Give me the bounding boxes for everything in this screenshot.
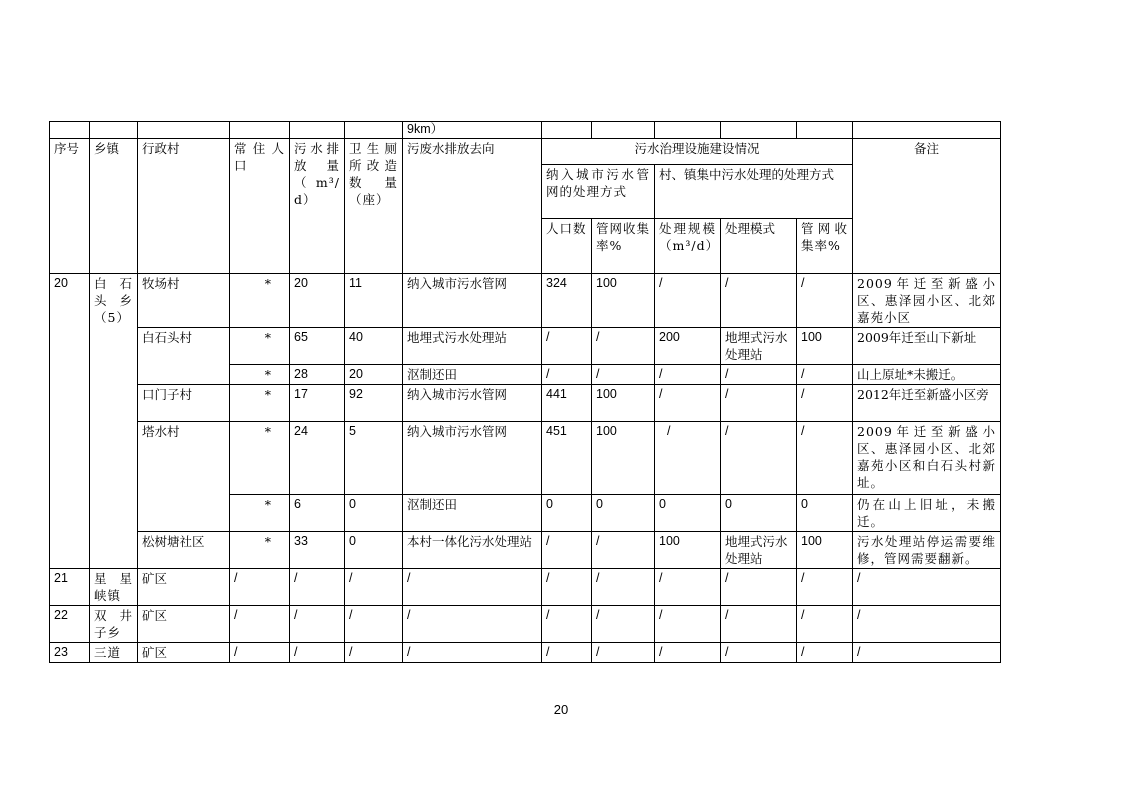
- mode-cell: /: [721, 385, 797, 422]
- mode-cell: /: [721, 643, 797, 663]
- remark-cell: /: [853, 643, 1001, 663]
- toilet-cell: /: [345, 643, 403, 663]
- scale-cell: /: [655, 365, 721, 385]
- direction-cell: /: [403, 569, 542, 606]
- toilet-cell: /: [345, 569, 403, 606]
- remark-cell: 2012年迁至新盛小区旁: [853, 385, 1001, 422]
- sewage-cell: 33: [290, 532, 345, 569]
- pop-cell: *: [230, 495, 290, 532]
- toilet-cell: 11: [345, 274, 403, 328]
- cont-cell: 9km）: [403, 122, 542, 139]
- sewage-cell: 6: [290, 495, 345, 532]
- scale-cell: /: [655, 385, 721, 422]
- pop-cell: *: [230, 422, 290, 495]
- table-row: [50, 569, 1001, 606]
- people-cell: 0: [542, 495, 592, 532]
- people-cell: /: [542, 328, 592, 365]
- people-cell: /: [542, 532, 592, 569]
- scale-cell: /: [655, 274, 721, 328]
- toilet-cell: /: [345, 606, 403, 643]
- pop-cell: /: [230, 606, 290, 643]
- remark-cell: 2009年迁至新盛小区、惠泽园小区、北郊嘉苑小区和白石头村新址。: [853, 422, 1001, 495]
- mode-cell: /: [721, 365, 797, 385]
- people-cell: 451: [542, 422, 592, 495]
- page-number: 20: [553, 702, 569, 717]
- seq-cell: 21: [50, 569, 90, 606]
- header-collect-rate: 管网收集率%: [592, 219, 655, 274]
- direction-cell: 沤制还田: [403, 365, 542, 385]
- header-scale: 处理规模（m³/d）: [655, 219, 721, 274]
- mode-cell: /: [721, 569, 797, 606]
- village-cell: 口门子村: [138, 385, 230, 422]
- mode-cell: 地埋式污水处理站: [721, 532, 797, 569]
- rate2-cell: /: [797, 274, 853, 328]
- rate-cell: /: [592, 328, 655, 365]
- sewage-cell: /: [290, 643, 345, 663]
- remark-cell: 仍在山上旧址，未搬迁。: [853, 495, 1001, 532]
- pop-cell: *: [230, 385, 290, 422]
- toilet-cell: 40: [345, 328, 403, 365]
- header-row-1: [50, 139, 1001, 165]
- toilet-cell: 92: [345, 385, 403, 422]
- rate2-cell: 0: [797, 495, 853, 532]
- people-cell: 441: [542, 385, 592, 422]
- table-row: [50, 385, 1001, 422]
- direction-cell: /: [403, 643, 542, 663]
- header-people: 人口数: [542, 219, 592, 274]
- toilet-cell: 0: [345, 495, 403, 532]
- people-cell: /: [542, 569, 592, 606]
- pop-cell: /: [230, 569, 290, 606]
- town-cell: 三道: [90, 643, 138, 663]
- rate-cell: 0: [592, 495, 655, 532]
- table-row: [50, 606, 1001, 643]
- village-cell: 塔水村: [138, 422, 230, 532]
- sewage-cell: 65: [290, 328, 345, 365]
- table-row: [50, 422, 1001, 495]
- pop-cell: /: [230, 643, 290, 663]
- rate-cell: /: [592, 606, 655, 643]
- header-collect-rate-2: 管网收集率%: [797, 219, 853, 274]
- rate2-cell: /: [797, 569, 853, 606]
- sewage-cell: /: [290, 569, 345, 606]
- people-cell: /: [542, 643, 592, 663]
- seq-cell: 20: [50, 274, 90, 569]
- table-row: [50, 532, 1001, 569]
- sewage-treatment-table: [49, 121, 1001, 663]
- scale-cell: 200: [655, 328, 721, 365]
- rate2-cell: /: [797, 422, 853, 495]
- direction-cell: 沤制还田: [403, 495, 542, 532]
- village-cell: 矿区: [138, 606, 230, 643]
- rate-cell: /: [592, 532, 655, 569]
- rate2-cell: 100: [797, 328, 853, 365]
- header-toilet: 卫生厕所改造数量（座）: [345, 139, 403, 274]
- table-row: [50, 328, 1001, 365]
- header-town: 乡镇: [90, 139, 138, 274]
- scale-cell: /: [655, 643, 721, 663]
- village-cell: 矿区: [138, 569, 230, 606]
- toilet-cell: 20: [345, 365, 403, 385]
- mode-cell: /: [721, 274, 797, 328]
- pop-cell: *: [230, 532, 290, 569]
- rate2-cell: /: [797, 643, 853, 663]
- header-city-network: 纳入城市污水管网的处理方式: [542, 165, 655, 219]
- remark-cell: 2009年迁至新盛小区、惠泽园小区、北郊嘉苑小区: [853, 274, 1001, 328]
- remark-cell: 污水处理站停运需要维修，管网需要翻新。: [853, 532, 1001, 569]
- village-cell: 松树塘社区: [138, 532, 230, 569]
- header-direction: 污废水排放去向: [403, 139, 542, 274]
- mode-cell: /: [721, 606, 797, 643]
- rate-cell: /: [592, 365, 655, 385]
- remark-cell: 2009年迁至山下新址: [853, 328, 1001, 365]
- people-cell: /: [542, 365, 592, 385]
- header-seq: 序号: [50, 139, 90, 274]
- header-pop: 常住人口: [230, 139, 290, 274]
- sewage-cell: 24: [290, 422, 345, 495]
- direction-cell: 纳入城市污水管网: [403, 385, 542, 422]
- header-sewage: 污水排放量（m³/d）: [290, 139, 345, 274]
- remark-cell: /: [853, 569, 1001, 606]
- pop-cell: *: [230, 274, 290, 328]
- sewage-cell: 17: [290, 385, 345, 422]
- header-remark: 备注: [853, 139, 1001, 274]
- direction-cell: 本村一体化污水处理站: [403, 532, 542, 569]
- direction-cell: 纳入城市污水管网: [403, 422, 542, 495]
- pop-cell: *: [230, 365, 290, 385]
- mode-cell: /: [721, 422, 797, 495]
- rate-cell: /: [592, 643, 655, 663]
- town-cell: 白石头乡（5）: [90, 274, 138, 569]
- header-village: 行政村: [138, 139, 230, 274]
- pop-cell: *: [230, 328, 290, 365]
- rate-cell: 100: [592, 274, 655, 328]
- rate-cell: 100: [592, 422, 655, 495]
- people-cell: /: [542, 606, 592, 643]
- remark-cell: /: [853, 606, 1001, 643]
- header-mode: 处理模式: [721, 219, 797, 274]
- continuation-row: [50, 122, 1001, 139]
- mode-cell: 地埋式污水处理站: [721, 328, 797, 365]
- mode-cell: 0: [721, 495, 797, 532]
- rate2-cell: /: [797, 606, 853, 643]
- sewage-cell: 20: [290, 274, 345, 328]
- table-row: [50, 643, 1001, 663]
- village-cell: 牧场村: [138, 274, 230, 328]
- rate2-cell: /: [797, 365, 853, 385]
- table-row: [50, 274, 1001, 328]
- remark-cell: 山上原址*未搬迁。: [853, 365, 1001, 385]
- direction-cell: /: [403, 606, 542, 643]
- rate-cell: /: [592, 569, 655, 606]
- direction-cell: 地埋式污水处理站: [403, 328, 542, 365]
- scale-cell: /: [655, 569, 721, 606]
- scale-cell: /: [655, 422, 721, 495]
- village-cell: 白石头村: [138, 328, 230, 385]
- header-facility: 污水治理设施建设情况: [542, 139, 853, 165]
- seq-cell: 23: [50, 643, 90, 663]
- rate2-cell: /: [797, 385, 853, 422]
- rate-cell: 100: [592, 385, 655, 422]
- scale-cell: /: [655, 606, 721, 643]
- people-cell: 324: [542, 274, 592, 328]
- town-cell: 星星峡镇: [90, 569, 138, 606]
- toilet-cell: 5: [345, 422, 403, 495]
- rate2-cell: 100: [797, 532, 853, 569]
- header-centralized: 村、镇集中污水处理的处理方式: [655, 165, 853, 219]
- sewage-cell: /: [290, 606, 345, 643]
- sewage-cell: 28: [290, 365, 345, 385]
- scale-cell: 0: [655, 495, 721, 532]
- toilet-cell: 0: [345, 532, 403, 569]
- scale-cell: 100: [655, 532, 721, 569]
- town-cell: 双井子乡: [90, 606, 138, 643]
- village-cell: 矿区: [138, 643, 230, 663]
- seq-cell: 22: [50, 606, 90, 643]
- direction-cell: 纳入城市污水管网: [403, 274, 542, 328]
